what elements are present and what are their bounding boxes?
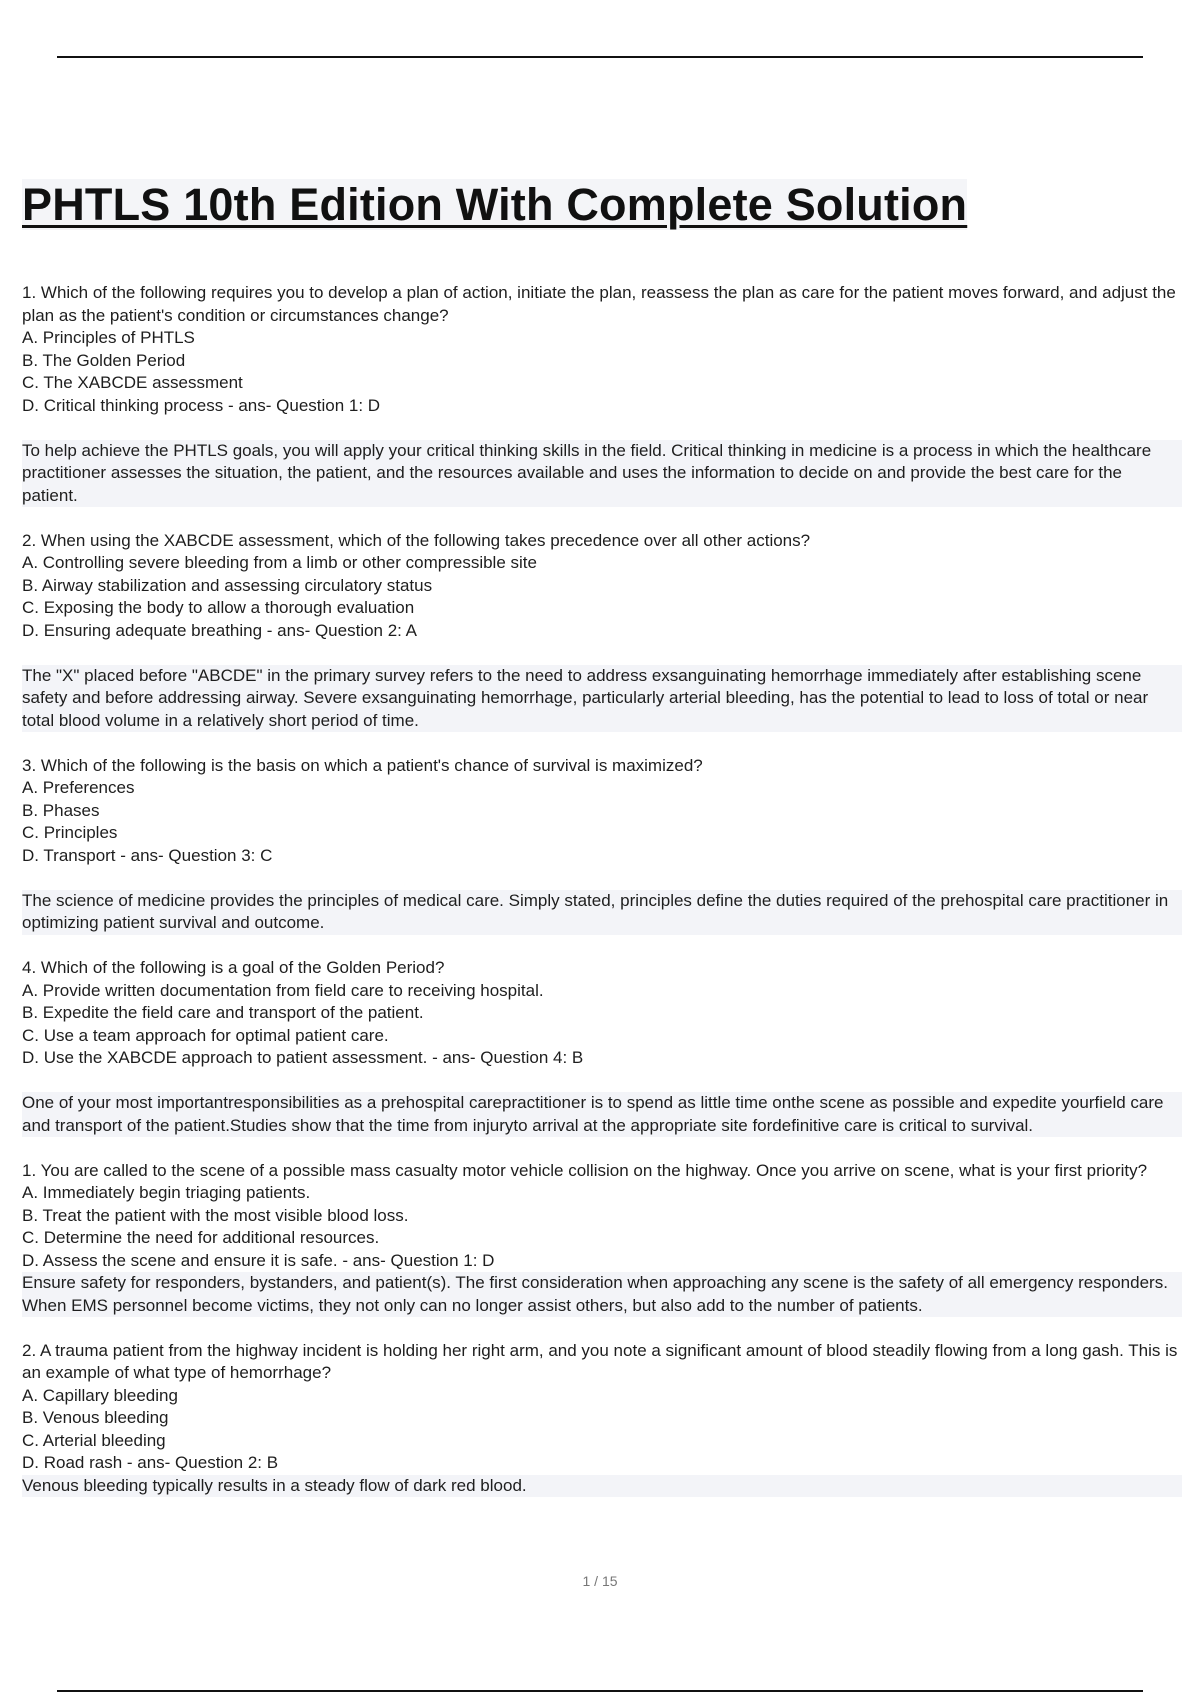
- answer-option: D. Ensuring adequate breathing - ans- Question 2: A: [22, 620, 418, 640]
- answer-option: C. Arterial bleeding: [22, 1430, 166, 1450]
- answer-option: A. Preferences: [22, 778, 135, 797]
- question-block: [22, 530, 1182, 643]
- explanation-text: The "X" placed before "ABCDE" in the primary survey refers to the need to address exsanguinating hemorrhage immediately after establishing scene safety and before addressing airway. Severe exsanguinating hemorrhage, particularly arterial bleeding, has the potential to lead to loss of total or near total blood volume in a relatively short period of time.: [22, 665, 1182, 733]
- answer-option: B. Venous bleeding: [22, 1408, 169, 1427]
- page-number: 1 / 15: [582, 1573, 618, 1589]
- answer-option: D. Critical thinking process - ans- Question 1: D: [22, 395, 381, 415]
- explanation-text: Ensure safety for responders, bystanders, and patient(s). The first consideration when approaching any scene is the safety of all emergency responders. When EMS personnel become victims, they not only can no longer assist others, but also add to the number of patients.: [22, 1272, 1182, 1317]
- question-block: [22, 1340, 1182, 1475]
- answer-option: A. Controlling severe bleeding from a limb or other compressible site: [22, 553, 537, 572]
- top-rule: [57, 56, 1143, 58]
- answer-option: C. Exposing the body to allow a thorough evaluation: [22, 598, 415, 617]
- answer-option: A. Capillary bleeding: [22, 1385, 178, 1405]
- question-block: [22, 957, 1182, 1070]
- answer-option: A. Provide written documentation from field care to receiving hospital.: [22, 980, 544, 1000]
- answer-option: C. Use a team approach for optimal patient care.: [22, 1025, 389, 1045]
- explanation-block: [22, 440, 1182, 508]
- answer-option: D. Use the XABCDE approach to patient assessment. - ans- Question 4: B: [22, 1048, 584, 1067]
- question-text: 4. Which of the following is a goal of the Golden Period?: [22, 958, 445, 977]
- question-text: 3. Which of the following is the basis on which a patient's chance of survival is maximized?: [22, 755, 703, 775]
- explanation-block: [22, 665, 1182, 733]
- explanation-block: [22, 1475, 1182, 1498]
- question-text: 1. You are called to the scene of a possible mass casualty motor vehicle collision on the highway. Once you arrive on scene, what is your first priority?: [22, 1160, 1148, 1180]
- document-title: [22, 178, 1172, 232]
- question-block: [22, 282, 1182, 417]
- explanation-text: One of your most importantresponsibilities as a prehospital carepractitioner is to spend as little time onthe scene as possible and expedite yourfield care and transport of the patient.Studies show that the time from injuryto arrival at the appropriate site fordefinitive care is critical to survival.: [22, 1092, 1182, 1137]
- answer-option: D. Road rash - ans- Question 2: B: [22, 1453, 279, 1472]
- answer-option: B. Expedite the field care and transport of the patient.: [22, 1003, 424, 1022]
- answer-option: C. The XABCDE assessment: [22, 373, 243, 392]
- answer-option: D. Transport - ans- Question 3: C: [22, 845, 273, 865]
- answer-option: B. Phases: [22, 800, 100, 820]
- document-title-text: PHTLS 10th Edition With Complete Solution: [22, 179, 968, 230]
- explanation-block: [22, 1272, 1182, 1317]
- explanation-text: Venous bleeding typically results in a steady flow of dark red blood.: [22, 1475, 1182, 1498]
- explanation-text: The science of medicine provides the principles of medical care. Simply stated, principles define the duties required of the prehospital care practitioner in optimizing patient survival and outcome.: [22, 890, 1182, 935]
- bottom-rule: [57, 1690, 1143, 1692]
- document-body: [22, 282, 1182, 1497]
- question-text: 1. Which of the following requires you to develop a plan of action, initiate the plan, reassess the plan as care for the patient moves forward, and adjust the plan as the patient's condition or circumstances change?: [22, 283, 1176, 325]
- answer-option: A. Principles of PHTLS: [22, 328, 195, 347]
- answer-option: C. Determine the need for additional resources.: [22, 1228, 380, 1247]
- question-block: [22, 755, 1182, 868]
- explanation-block: [22, 1092, 1182, 1137]
- question-block: [22, 1160, 1182, 1273]
- explanation-block: [22, 890, 1182, 935]
- answer-option: C. Principles: [22, 823, 118, 842]
- explanation-text: To help achieve the PHTLS goals, you will apply your critical thinking skills in the field. Critical thinking in medicine is a process in which the healthcare practitioner assesses the situation, the patient, and the resources available and uses the information to decide on and provide the best care for the patient.: [22, 440, 1182, 508]
- answer-option: D. Assess the scene and ensure it is safe. - ans- Question 1: D: [22, 1250, 495, 1270]
- answer-option: B. The Golden Period: [22, 350, 186, 370]
- answer-option: B. Treat the patient with the most visible blood loss.: [22, 1205, 409, 1225]
- answer-option: B. Airway stabilization and assessing circulatory status: [22, 575, 433, 595]
- question-text: 2. A trauma patient from the highway incident is holding her right arm, and you note a significant amount of blood steadily flowing from a long gash. This is an example of what type of hemorrhage?: [22, 1340, 1178, 1382]
- question-text: 2. When using the XABCDE assessment, which of the following takes precedence over all other actions?: [22, 530, 811, 550]
- answer-option: A. Immediately begin triaging patients.: [22, 1183, 311, 1202]
